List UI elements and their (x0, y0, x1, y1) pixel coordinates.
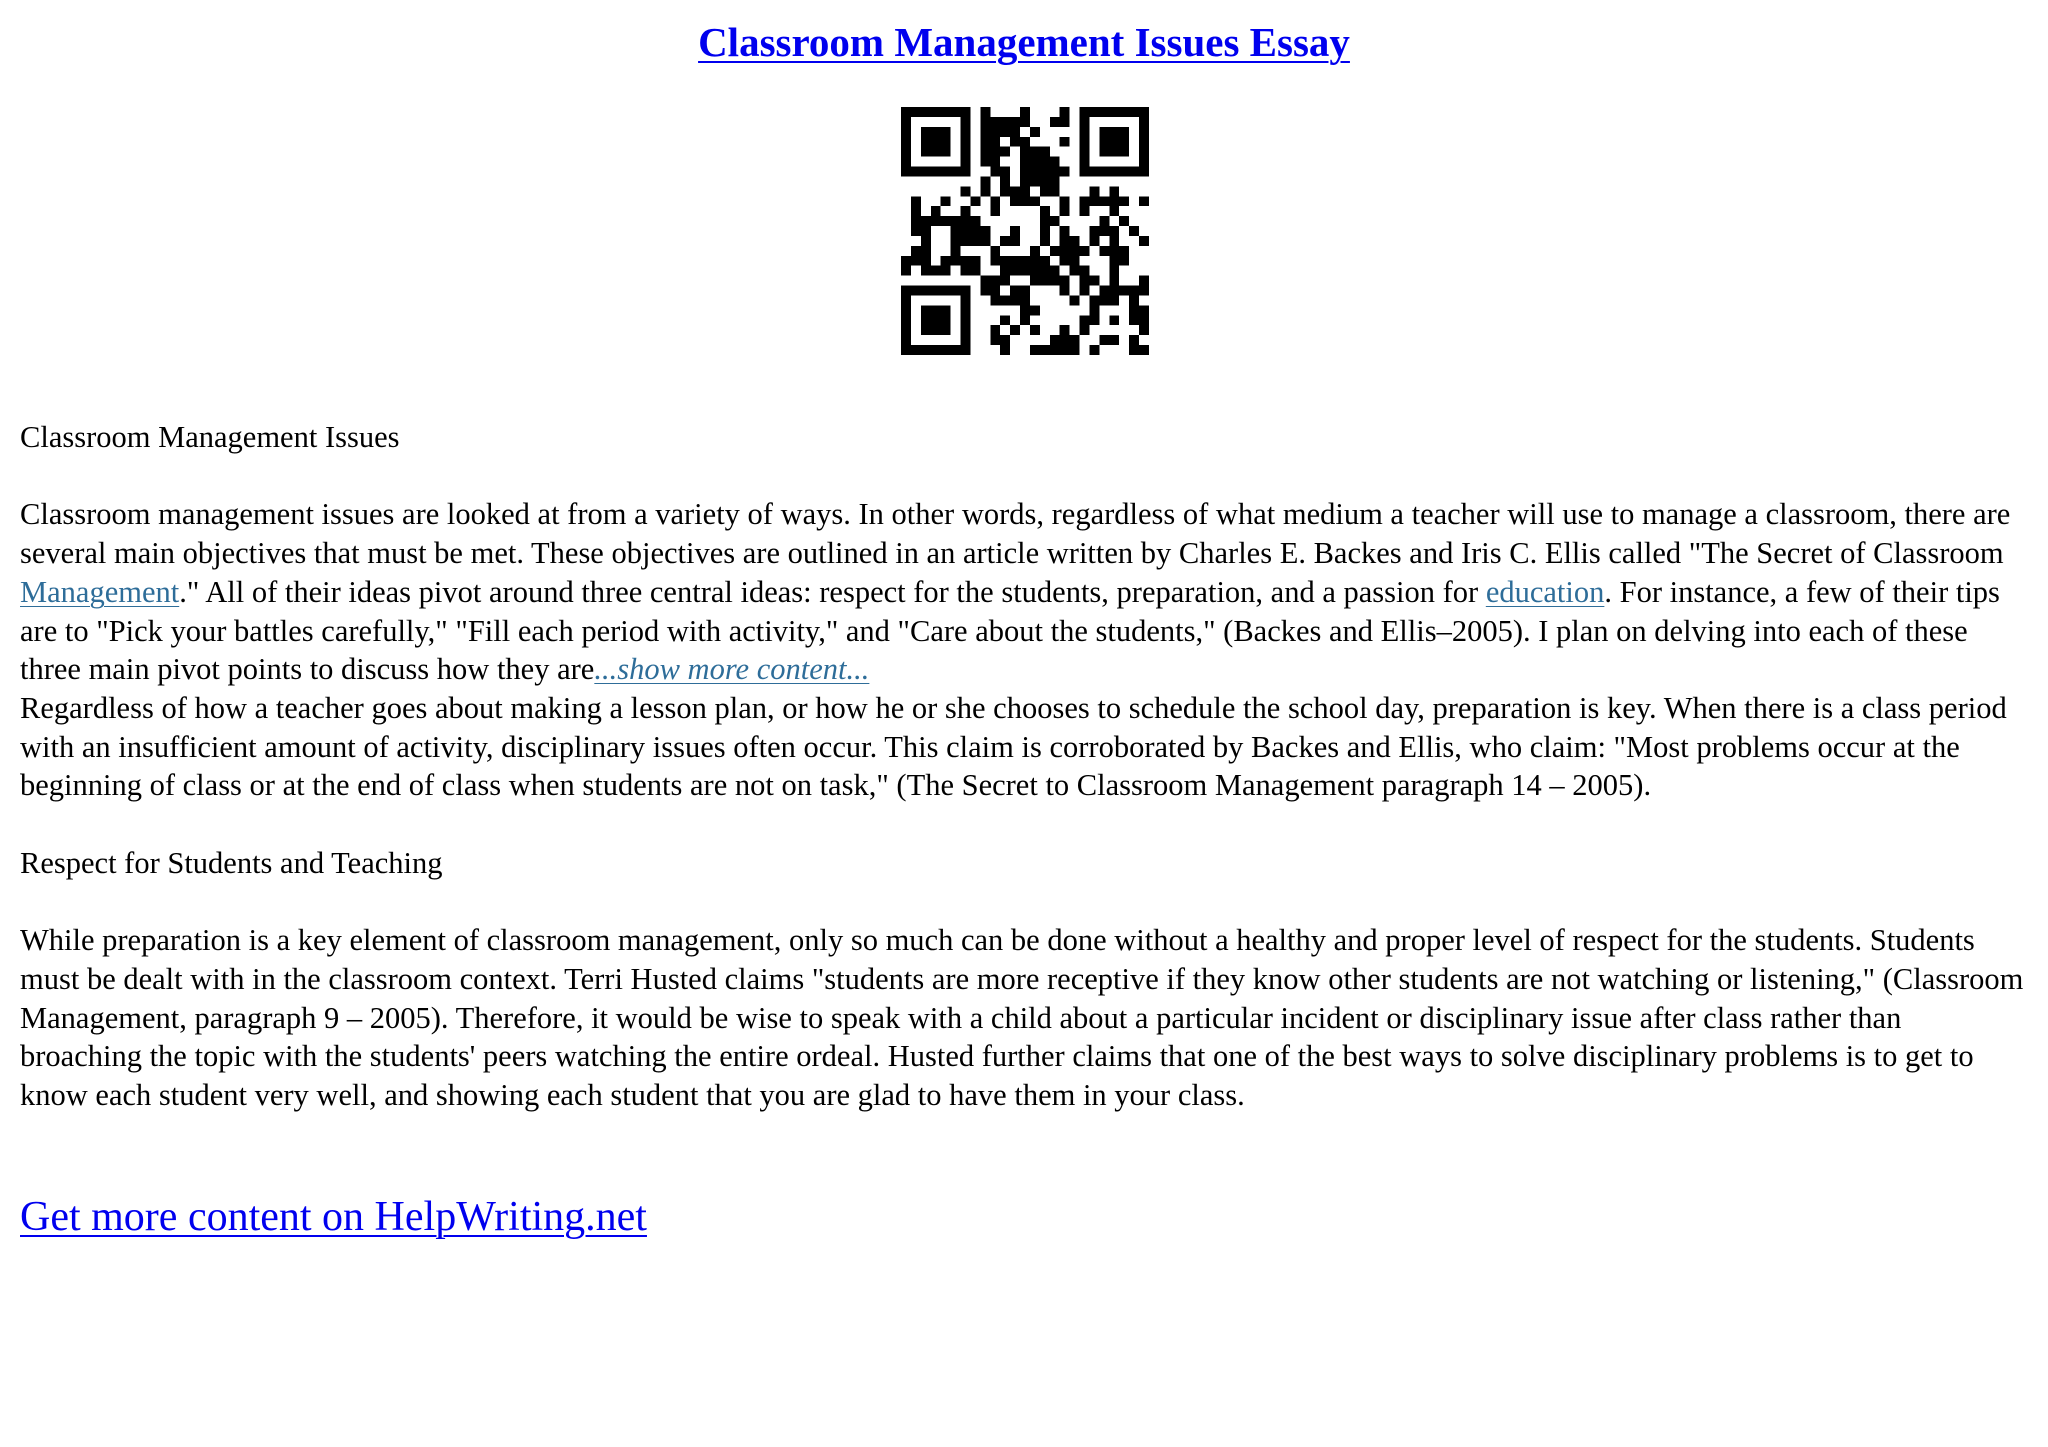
show-more-link[interactable]: ...show more content... (594, 652, 870, 687)
title-container (0, 18, 2048, 66)
paragraph-text: Classroom management issues are looked at from a variety of ways. In other words, regardless of what medium a teacher will use to manage a classroom, there are several main objectives that must be met. These objectives are outlined in an article written by Charles E. Backes and Iris C. Ellis called "The Secret of Classroom (20, 497, 2011, 571)
paragraph-text: . For instance, a few of their tips are to "Pick your battles carefully," "Fill each period with activity," and "Care about the students," (Backes and Ellis–2005). I plan on delving into each of these three main pivot points to discuss how they are (20, 574, 2000, 687)
management-link[interactable]: Management (20, 574, 180, 609)
get-more-content-link[interactable]: Get more content on HelpWriting.net (20, 1194, 647, 1240)
page-title-link[interactable]: Classroom Management Issues Essay (698, 19, 1350, 65)
essay-paragraph-2: While preparation is a key element of classroom management, only so much can be done without a healthy and proper level of respect for the students. Students must be dealt with in the classroom context. Terri Husted claims "students are more receptive if they know other students are not watching or listening," (Classroom Management, paragraph 9 – 2005). Therefore, it would be wise to speak with a child about a particular incident or disciplinary issue after class rather than broaching the topic with the students' peers watching the entire ordeal. Husted further claims that one of the best ways to solve disciplinary problems is to get to know each student very well, and showing each student that you are glad to have them in your class. (20, 923, 2024, 1112)
section-heading-respect: Respect for Students and Teaching (20, 845, 443, 880)
paragraph-text: Regardless of how a teacher goes about making a lesson plan, or how he or she chooses to schedule the school day, preparation is key. When there is a class period with an insufficient amount of activity, disciplinary issues often occur. This claim is corroborated by Backes and Ellis, who claim: "Most problems occur at the beginning of class or at the end of class when students are not on task," (The Secret to Classroom Management paragraph 14 – 2005). (20, 690, 2007, 803)
paragraph-text: ." All of their ideas pivot around three central ideas: respect for the students, preparation, and a passion for (179, 574, 1486, 609)
essay-body (20, 418, 2030, 1115)
essay-paragraph-1 (20, 495, 2030, 805)
section-heading-classroom-management: Classroom Management Issues (20, 420, 400, 454)
qr-code-icon (901, 107, 1149, 355)
education-link[interactable]: education (1485, 574, 1605, 609)
